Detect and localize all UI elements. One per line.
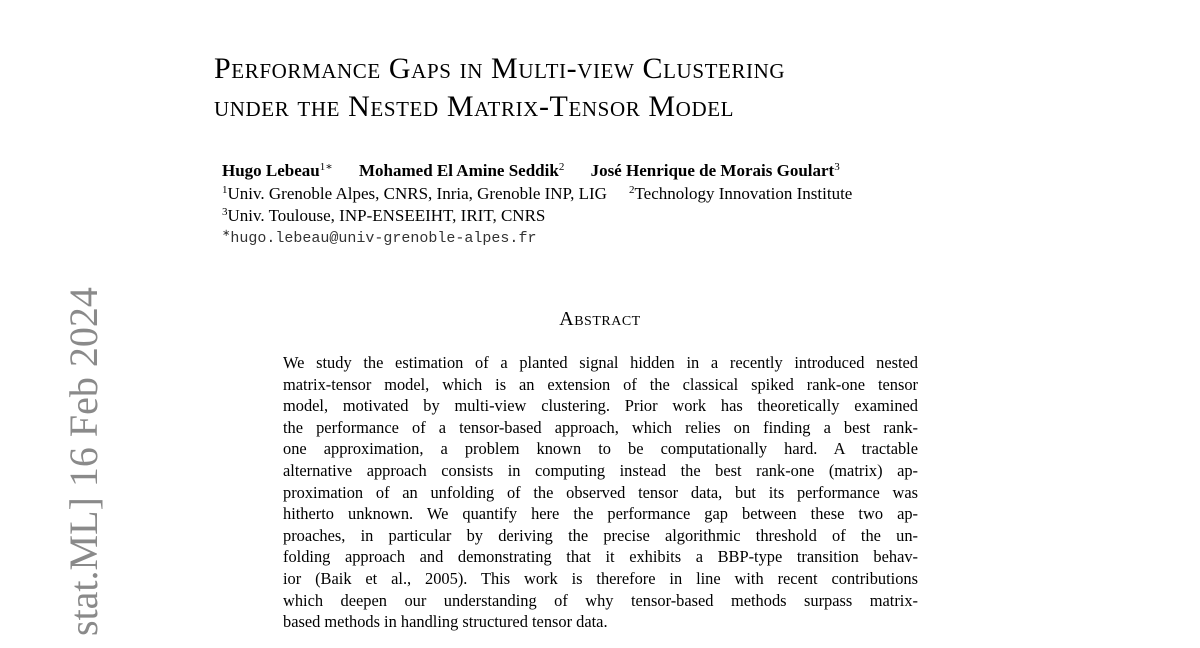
affiliation-sup: 2 (628, 184, 635, 196)
affiliation-sup: 3 (222, 206, 228, 218)
abstract-line: matrix-tensor model, which is an extension of the classical spiked rank-one tensor (283, 374, 918, 394)
affiliation-sup: 1 (222, 184, 228, 196)
author-sup: 2 (558, 161, 565, 173)
author-name: Mohamed El Amine Seddik (359, 161, 559, 180)
abstract-line: proaches, in particular by deriving the precise algorithmic threshold of the un- (283, 525, 918, 545)
paper-title (214, 50, 1034, 126)
author-2 (359, 161, 564, 180)
author-name: José Henrique de Morais Goulart (590, 161, 835, 180)
abstract-line: We study the estimation of a planted signal hidden in a recently introduced nested (283, 353, 918, 372)
email-sup: ∗ (222, 228, 231, 239)
author-list (222, 160, 862, 182)
abstract-line: proximation of an unfolding of the observed tensor data, but its performance was (283, 482, 918, 502)
author-3 (591, 161, 840, 180)
affiliation-line-2 (222, 205, 545, 227)
affiliation-2: Technology Innovation Institute (634, 184, 853, 203)
author-name: Hugo Lebeau (222, 161, 320, 180)
affiliation-line-1 (222, 183, 852, 205)
abstract-line: folding approach and demonstrating that it exhibits a BBP-type transition behav- (283, 547, 918, 567)
abstract-line: model, motivated by multi-view clustering. Prior work has theoretically examined (283, 396, 918, 416)
abstract-line: one approximation, a problem known to be computationally hard. A tractable (283, 439, 918, 459)
abstract-body (283, 352, 918, 633)
affiliation-3: Univ. Toulouse, INP-ENSEEIHT, IRIT, CNRS (227, 206, 546, 225)
abstract-line: the performance of a tensor-based approach, which relies on finding a best rank- (283, 417, 918, 437)
abstract-line: ior (Baik et al., 2005). This work is therefore in line with recent contributions (283, 568, 918, 588)
affiliation-2-wrap (629, 184, 852, 203)
abstract-line: alternative approach consists in computing instead the best rank-one (matrix) ap- (283, 460, 918, 480)
contact-email (222, 228, 536, 250)
author-sup: 3 (834, 161, 840, 173)
author-1 (222, 161, 333, 180)
arxiv-side-stamp: stat.ML] 16 Feb 2024 (61, 287, 106, 636)
affiliation-1: Univ. Grenoble Alpes, CNRS, Inria, Grenoble INP, LIG (227, 184, 607, 203)
title-line-2: under the Nested Matrix-Tensor Model (214, 90, 735, 123)
title-line-1: Performance Gaps in Multi-view Clustering (214, 52, 786, 85)
author-sup: 1∗ (319, 161, 333, 173)
abstract-line: based methods in handling structured tensor data. (283, 612, 608, 632)
email-address: hugo.lebeau@univ-grenoble-alpes.fr (230, 230, 537, 247)
abstract-heading: Abstract (559, 308, 641, 330)
abstract-line: hitherto unknown. We quantify here the performance gap between these two ap- (283, 504, 918, 524)
abstract-line: which deepen our understanding of why tensor-based methods surpass matrix- (283, 590, 918, 610)
